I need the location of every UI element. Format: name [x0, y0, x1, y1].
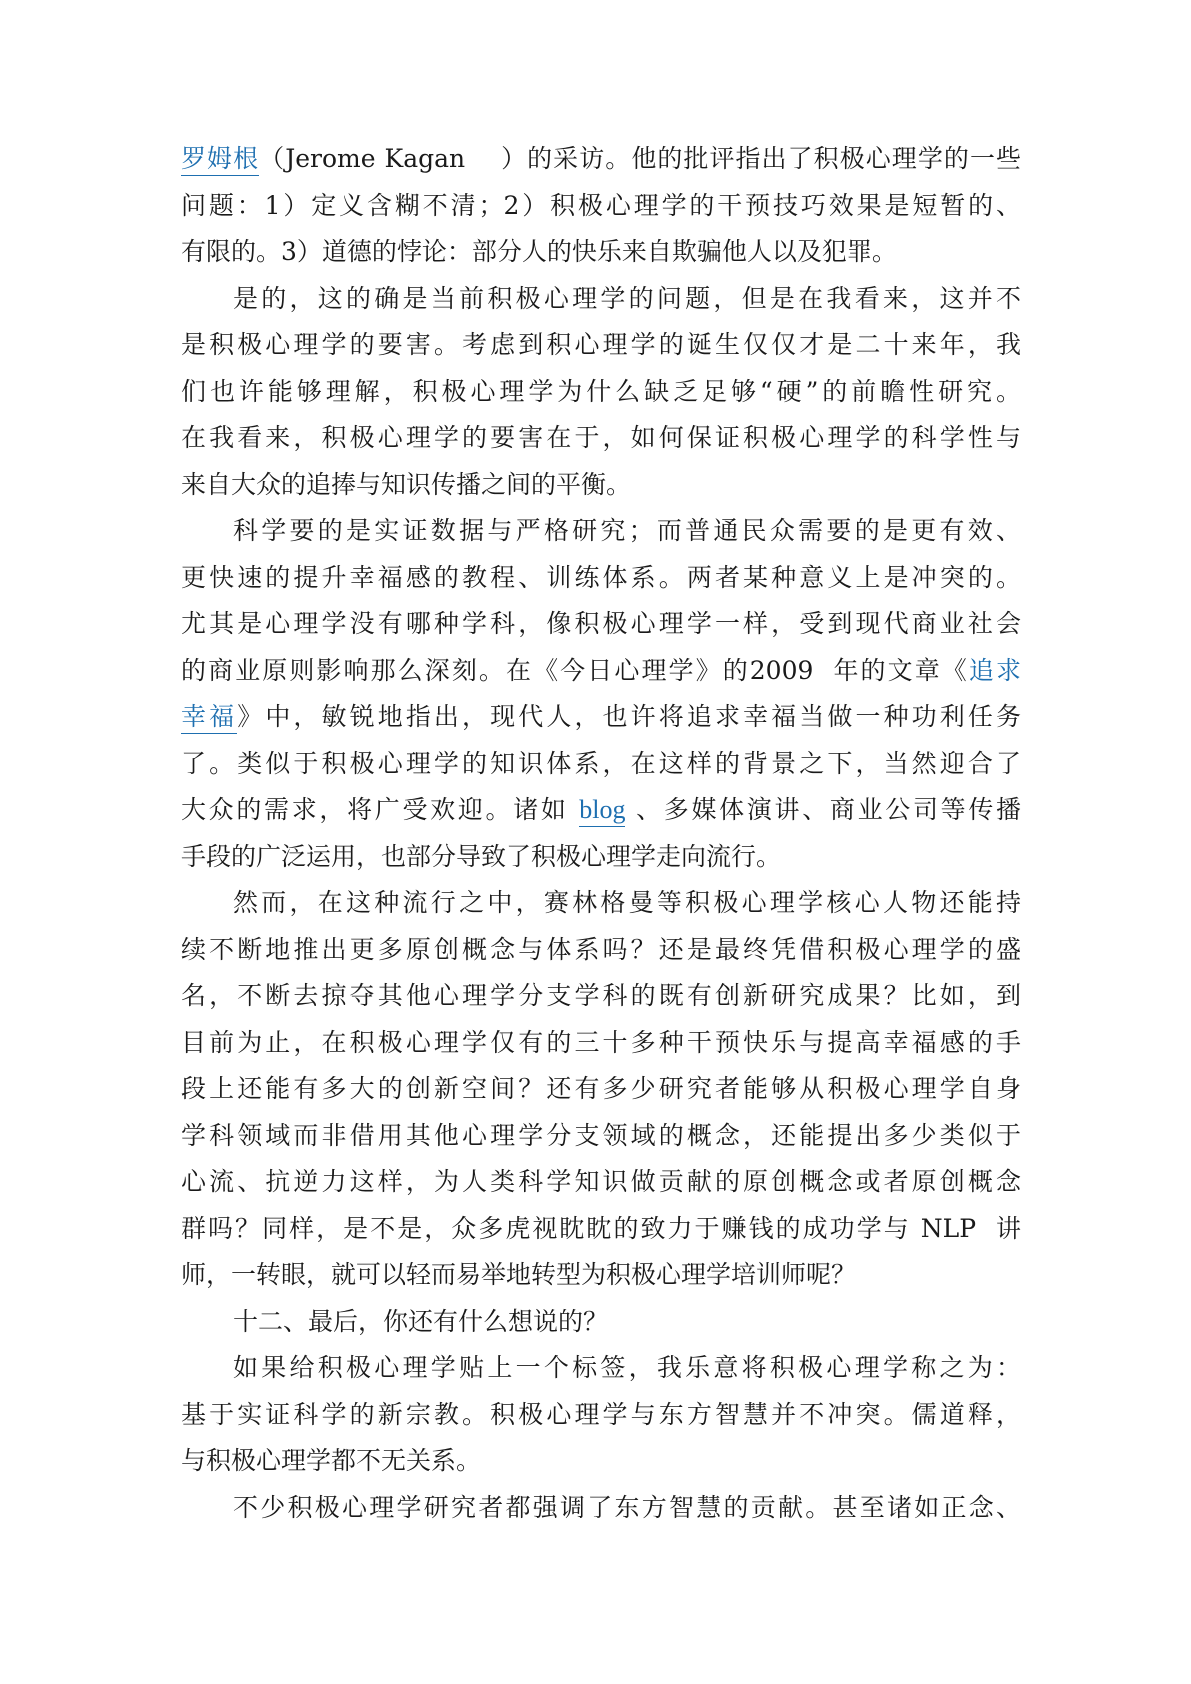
- text-run: 手段的广泛运用，也部分导致了积极心理学走向流行。: [181, 841, 782, 871]
- text-run: 十二、最后，你还有什么想说的？: [233, 1306, 609, 1336]
- text-run: 更快速的提升幸福感的教程、训练体系。两者某种意义上是冲突的。: [181, 562, 1021, 592]
- section-heading: [181, 1299, 1021, 1346]
- text-run: 》中，敏锐地指出，现代人，也许将追求幸福当做一种功利任务: [237, 702, 1021, 731]
- link-zhuiqiu-xingfu-cont[interactable]: 幸福: [181, 702, 237, 734]
- text-line: [181, 1438, 1021, 1485]
- text-run: 了。类似于积极心理学的知识体系，在这样的背景之下，当然迎合了: [181, 748, 1021, 778]
- text-line: [181, 322, 1021, 369]
- text-line: [181, 508, 1021, 555]
- text-run: 心流、抗逆力这样，为人类科学知识做贡献的原创概念或者原创概念: [181, 1167, 1021, 1196]
- article-body: [181, 136, 1021, 1531]
- text-line: [181, 1159, 1021, 1206]
- text-line: [181, 694, 1021, 741]
- text-line: [181, 229, 1021, 276]
- link-luomugen[interactable]: 罗姆根: [181, 144, 259, 176]
- text-line: [181, 1345, 1021, 1392]
- text-run: 有限的。3）道德的悖论：部分人的快乐来自欺骗他人以及犯罪。: [181, 237, 897, 266]
- text-line: [181, 1206, 1021, 1253]
- text-line: [181, 927, 1021, 974]
- text-line: [181, 136, 1021, 183]
- text-run: 问题：1）定义含糊不清；2）积极心理学的干预技巧效果是短暂的、: [181, 190, 1021, 220]
- text-line: [181, 741, 1021, 788]
- text-run: 基于实证科学的新宗教。积极心理学与东方智慧并不冲突。儒道释，: [181, 1399, 1021, 1429]
- text-line: [181, 1392, 1021, 1439]
- text-line: [181, 462, 1021, 509]
- text-run: 科学要的是实证数据与严格研究；而普通民众需要的是更有效、: [233, 516, 1021, 545]
- text-line: [181, 369, 1021, 416]
- text-run: 、多媒体演讲、商业公司等传播: [625, 795, 1022, 824]
- text-line: [181, 1113, 1021, 1160]
- text-run: 目前为止，在积极心理学仅有的三十多种干预快乐与提高幸福感的手: [181, 1027, 1021, 1057]
- text-run: 在我看来，积极心理学的要害在于，如何保证积极心理学的科学性与: [181, 423, 1021, 452]
- text-line: [181, 973, 1021, 1020]
- text-run: 段上还能有多大的创新空间？还有多少研究者能够从积极心理学自身: [181, 1074, 1021, 1103]
- text-run: 师，一转眼，就可以轻而易举地转型为积极心理学培训师呢？: [181, 1260, 857, 1289]
- text-line: [181, 648, 1021, 695]
- link-blog[interactable]: blog: [579, 795, 625, 827]
- text-run: 群吗？同样，是不是，众多虎视眈眈的致力于赚钱的成功学与 NLP 讲: [181, 1213, 1021, 1243]
- link-zhuiqiu-xingfu[interactable]: 追求: [968, 655, 1021, 685]
- text-run: 不少积极心理学研究者都强调了东方智慧的贡献。甚至诸如正念、: [233, 1492, 1021, 1522]
- text-line: [181, 415, 1021, 462]
- text-line: [181, 276, 1021, 323]
- text-run: 是积极心理学的要害。考虑到积心理学的诞生仅仅才是二十来年，我: [181, 330, 1021, 359]
- text-run: 们也许能够理解，积极心理学为什么缺乏足够“硬”的前瞻性研究。: [181, 376, 1021, 406]
- text-line: [181, 601, 1021, 648]
- text-run: 的商业原则影响那么深刻。在《今日心理学》的2009 年的文章《: [181, 655, 969, 685]
- text-run: 名，不断去掠夺其他心理学分支学科的既有创新研究成果？比如，到: [181, 981, 1021, 1010]
- text-run: 尤其是心理学没有哪种学科，像积极心理学一样，受到现代商业社会: [181, 609, 1021, 638]
- text-line: [181, 555, 1021, 602]
- text-run: 然而，在这种流行之中，赛林格曼等积极心理学核心人物还能持: [233, 888, 1021, 917]
- text-line: [181, 1485, 1021, 1532]
- text-line: [181, 880, 1021, 927]
- text-line: [181, 1020, 1021, 1067]
- text-run: 学科领域而非借用其他心理学分支领域的概念，还能提出多少类似于: [181, 1120, 1021, 1150]
- text-line: [181, 834, 1021, 881]
- text-line: [181, 1252, 1021, 1299]
- text-run: 是的，这的确是当前积极心理学的问题，但是在我看来，这并不: [233, 283, 1021, 313]
- text-line: [181, 787, 1021, 834]
- text-line: [181, 183, 1021, 230]
- text-run: 大众的需求，将广受欢迎。诸如: [181, 795, 580, 824]
- text-run: 续不断地推出更多原创概念与体系吗？还是最终凭借积极心理学的盛: [181, 934, 1021, 964]
- text-run: 如果给积极心理学贴上一个标签，我乐意将积极心理学称之为：: [233, 1353, 1021, 1382]
- text-run: 与积极心理学都不无关系。: [181, 1446, 482, 1475]
- text-run: （Jerome Kagan ）的采访。他的批评指出了积极心理学的一些: [259, 144, 1021, 173]
- text-line: [181, 1066, 1021, 1113]
- text-run: 来自大众的追捧与知识传播之间的平衡。: [181, 469, 632, 499]
